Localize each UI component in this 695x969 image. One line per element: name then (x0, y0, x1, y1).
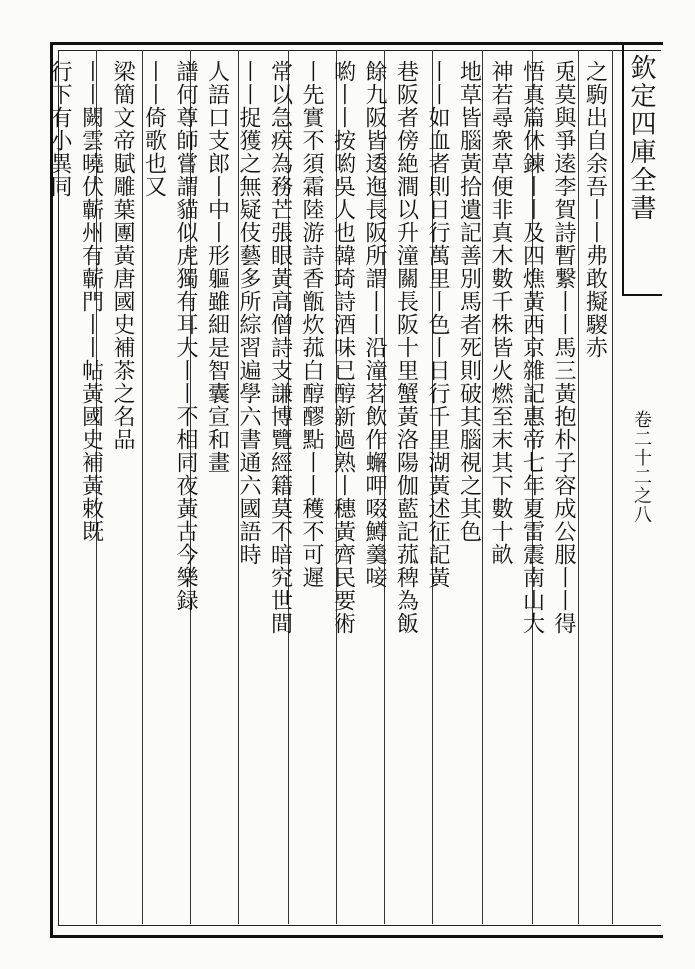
text-column-1: 之駒出自余吾丨丨弗敢擬騣赤 (582, 60, 608, 359)
text-column-13: 人語口支郎丨中丨形軀雖細是智囊宣和畫 (204, 60, 230, 474)
text-column-15: 丨丨倚歌也又 (141, 60, 167, 198)
column-rule (612, 50, 613, 924)
margin-book-title: 欽定四庫全書 (626, 54, 656, 222)
text-column-4: 神若尋衆草便非真木數千株皆火燃至末其下數十畝 (488, 60, 513, 566)
text-column-16: 梁簡文帝賦雕葉團黃唐國史補茶之名品 (110, 60, 135, 451)
text-column-7: 巷阪者傍絶澗以升潼關長阪十里蟹黃洛陽伽藍記菰稗為飯 (393, 60, 419, 635)
text-column-8: 餘九阪皆逶迤長阪所謂丨丨沿潼茗飲作蠏呷啜鱒羹唼 (362, 60, 387, 589)
text-column-10: 丨先實不須霜陸游詩香甑炊菰白醇醪點丨丨穫不可遲 (299, 60, 324, 589)
text-column-2: 兎莫與爭逺李賀詩暫繋丨丨馬三黃抱朴子容成公服丨丨得 (551, 60, 576, 635)
text-column-18: 行下有小異同 (47, 60, 72, 198)
text-column-6: 丨丨如血者則日行萬里丨色丨日行千里湖黃述征記黃 (425, 60, 450, 589)
margin-volume-label: 卷二十二之八 (631, 410, 652, 524)
text-column-9: 喲丨丨按喲吳人也韓琦詩酒味已醇新過熟丨穗黃齊民要術 (330, 60, 356, 635)
text-column-3: 悟真篇休鍊丨丨及四燋黃西京雜記惠帝七年夏雷震南山大 (519, 60, 545, 635)
column-rule (578, 50, 579, 924)
text-column-12: 丨丨捉獲之無疑伎藝多所綜習遍學六書通六國語時 (236, 60, 261, 566)
text-column-14: 譜何尊師嘗謂貓似虎獨有耳大丨丨不相同夜黃古今樂録 (173, 60, 198, 612)
text-column-17: 丨丨闕雲曉伏蘄州有蘄門丨丨帖黃國史補黃敕既 (78, 60, 104, 543)
text-column-11: 常以急疾為務芒張眼黃高僧詩支謙博覽經籍莫不暗究世間 (267, 60, 293, 635)
text-column-5: 地草皆腦黃拾遺記善別馬者死則破其腦視之其色 (456, 60, 482, 543)
